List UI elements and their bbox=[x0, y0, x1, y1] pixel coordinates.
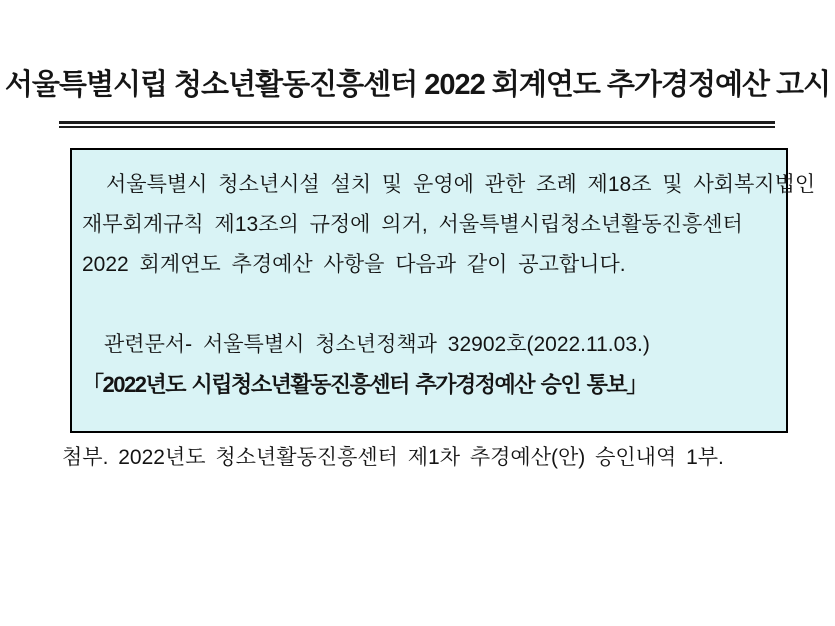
paragraph-spacer bbox=[82, 285, 776, 325]
notice-body-box bbox=[70, 148, 816, 433]
notice-paragraph-line-2: 재무회계규칙 제13조의 규정에 의거, 서울특별시립청소년활동진흥센터 bbox=[82, 213, 743, 236]
notice-paragraph-line-3: 2022 회계연도 추경예산 사항을 다음과 같이 공고합니다. bbox=[82, 253, 626, 276]
notice-paragraph-line-1: 서울특별시 청소년시설 설치 및 운영에 관한 조례 제18조 및 사회복지법인 bbox=[106, 173, 816, 196]
related-document-line: 관련문서- 서울특별시 청소년정책과 32902호(2022.11.03.) bbox=[104, 333, 650, 356]
approval-notice-line: 「2022년도 시립청소년활동진흥센터 추가경정예산 승인 통보」 bbox=[82, 372, 647, 397]
attachment-note: 첨부. 2022년도 청소년활동진흥센터 제1차 추경예산(안) 승인내역 1부. bbox=[62, 446, 724, 469]
title-divider-double-rule bbox=[59, 121, 775, 128]
page-title: 서울특별시립 청소년활동진흥센터 2022 회계연도 추가경정예산 고시 bbox=[4, 69, 831, 101]
